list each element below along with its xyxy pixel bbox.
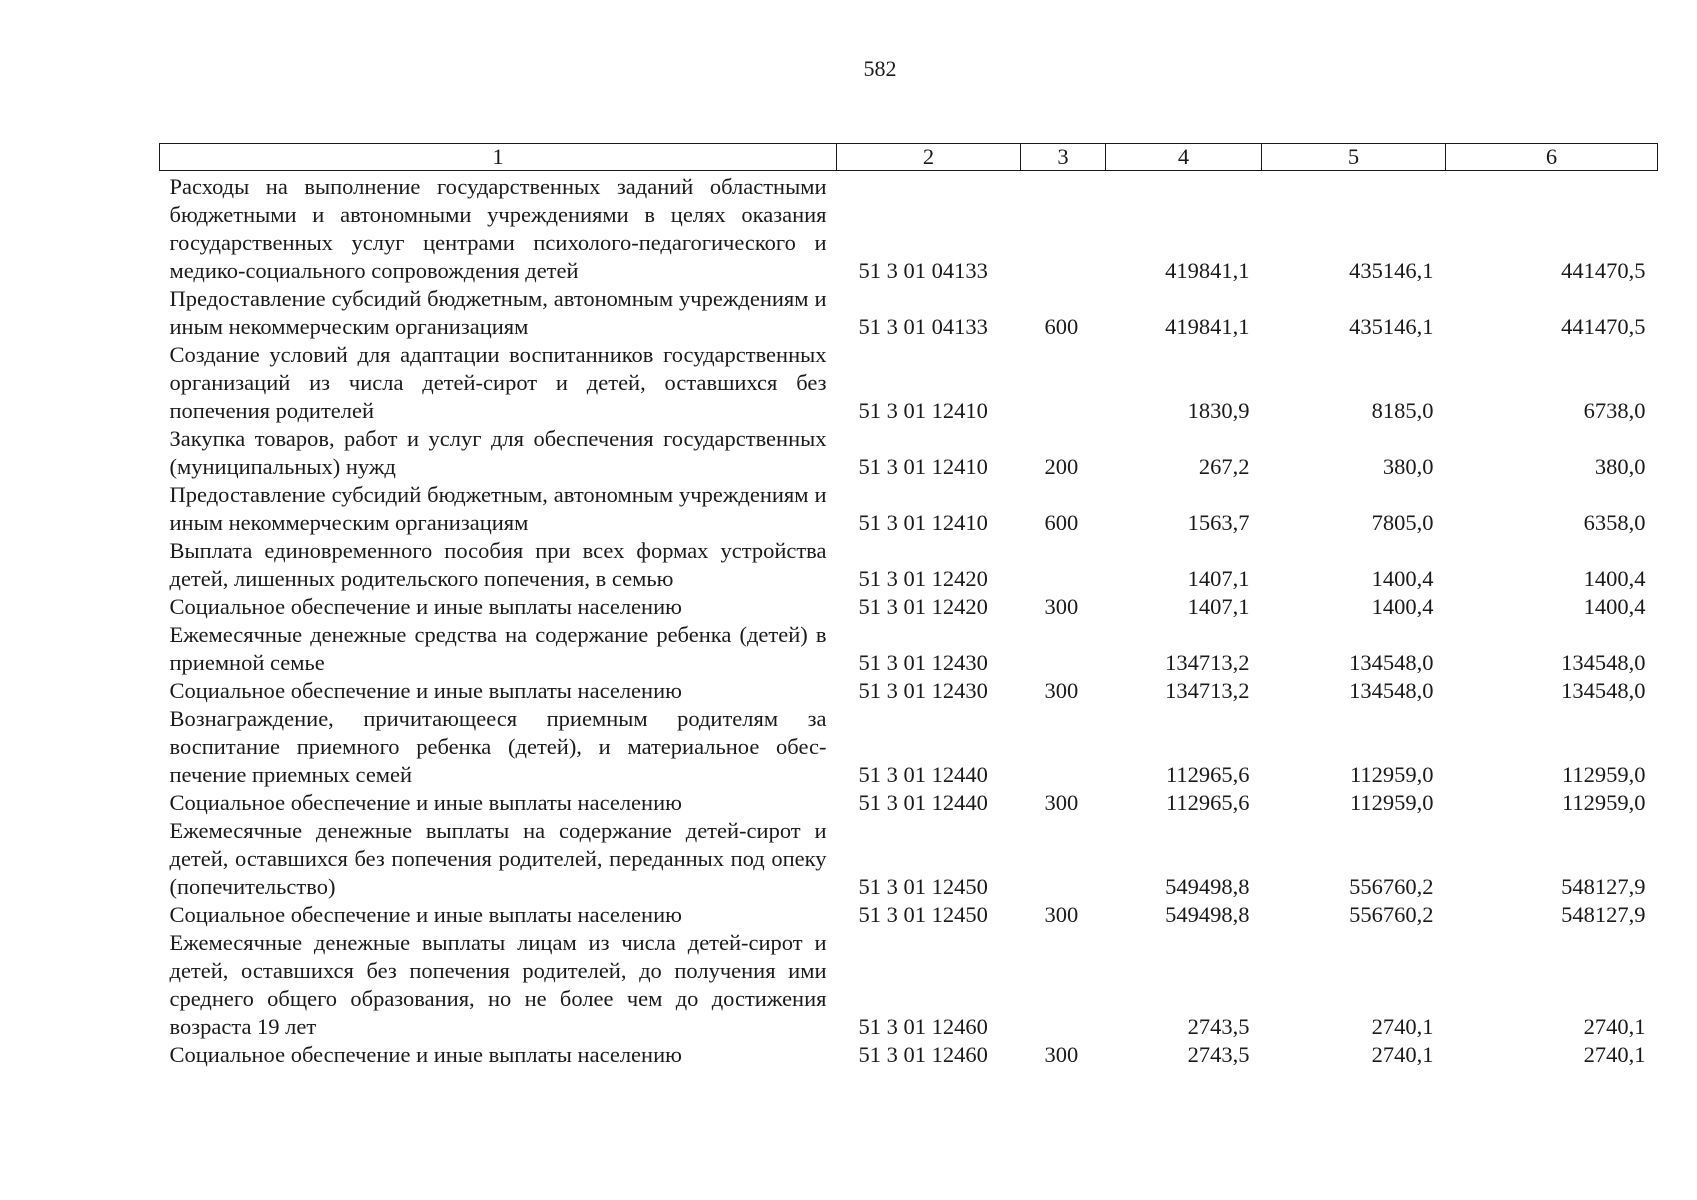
table-row <box>160 705 1658 789</box>
target-article-code: 51 3 01 12430 <box>858 650 988 675</box>
table-row <box>160 481 1658 537</box>
target-article-code: 51 3 01 04133 <box>858 314 988 339</box>
expense-type-code <box>1021 929 1106 1041</box>
amount-col-6: 112959,0 <box>1561 762 1646 787</box>
amount-col-5: 134548,0 <box>1349 650 1434 675</box>
row-description: Предоставление субсидий бюджетным, автономным учреждениям и иным некоммерческим организациям <box>169 286 827 339</box>
target-article-code: 51 3 01 12440 <box>858 790 988 815</box>
amount-col-4: 134713,2 <box>1165 678 1250 703</box>
row-description: Создание условий для адаптации воспитанников государственных организаций из числа детей-сирот и детей, оставшихся без попечения родителей <box>169 342 827 423</box>
table-row <box>160 929 1658 1041</box>
table-row <box>160 621 1658 677</box>
amount-col-5: 380,0 <box>1382 454 1434 479</box>
target-article-code: 51 3 01 04133 <box>858 258 988 283</box>
amount-col-5: 2740,1 <box>1371 1042 1434 1067</box>
amount-col-5: 556760,2 <box>1349 902 1434 927</box>
column-header-6: 6 <box>1446 144 1658 171</box>
table-row <box>160 425 1658 481</box>
target-article-code: 51 3 01 12410 <box>858 398 988 423</box>
target-article-code: 51 3 01 12450 <box>858 902 988 927</box>
amount-col-6: 112959,0 <box>1561 790 1646 815</box>
amount-col-4: 112965,6 <box>1165 790 1250 815</box>
amount-col-4: 1830,9 <box>1187 398 1250 423</box>
expense-type-code <box>1021 537 1106 593</box>
target-article-code: 51 3 01 12420 <box>858 594 988 619</box>
table-row <box>160 285 1658 341</box>
target-article-code: 51 3 01 12410 <box>858 454 988 479</box>
row-description: Социальное обеспечение и иные выплаты населению <box>169 1042 682 1067</box>
row-description: Выплата единовременного пособия при всех формах устройства детей, лишенных родительского попечения, в семью <box>169 538 827 591</box>
amount-col-5: 134548,0 <box>1349 678 1434 703</box>
row-description: Социальное обеспечение и иные выплаты населению <box>169 902 682 927</box>
table-row <box>160 1041 1658 1069</box>
expense-type-code: 600 <box>1044 314 1079 339</box>
amount-col-4: 1563,7 <box>1187 510 1250 535</box>
amount-col-6: 134548,0 <box>1561 678 1646 703</box>
amount-col-4: 1407,1 <box>1187 566 1250 591</box>
target-article-code: 51 3 01 12440 <box>858 762 988 787</box>
table-row <box>160 171 1658 286</box>
amount-col-4: 134713,2 <box>1165 650 1250 675</box>
amount-col-4: 267,2 <box>1198 454 1250 479</box>
table-row <box>160 537 1658 593</box>
amount-col-4: 549498,8 <box>1165 874 1250 899</box>
table-row <box>160 677 1658 705</box>
amount-col-5: 435146,1 <box>1349 258 1434 283</box>
row-description: Социальное обеспечение и иные выплаты населению <box>169 594 682 619</box>
amount-col-5: 112959,0 <box>1349 790 1434 815</box>
table-row <box>160 901 1658 929</box>
amount-col-5: 8185,0 <box>1371 398 1434 423</box>
amount-col-5: 7805,0 <box>1371 510 1434 535</box>
expense-type-code: 300 <box>1044 594 1079 619</box>
row-description: Ежемесячные денежные средства на содержание ребенка (детей) в приемной семье <box>169 622 827 675</box>
row-description: Расходы на выполнение государственных заданий областными бюджетными и автономными учреждениями в целях оказания государственных услуг центрами психолого-педагогического и медико-социального сопровождения детей <box>169 174 827 283</box>
amount-col-4: 2743,5 <box>1187 1042 1250 1067</box>
target-article-code: 51 3 01 12460 <box>858 1042 988 1067</box>
row-description: Социальное обеспечение и иные выплаты населению <box>169 790 682 815</box>
expense-type-code: 200 <box>1044 454 1079 479</box>
row-description: Ежемесячные денежные выплаты лицам из числа детей-сирот и детей, оставшихся без попечения родителей, до получения ими среднего общего образования, но не более чем до достижения возраста 19 лет <box>169 930 827 1039</box>
row-description: Закупка товаров, работ и услуг для обеспечения государственных (муниципальных) нужд <box>169 426 827 479</box>
expense-type-code <box>1021 341 1106 425</box>
amount-col-5: 556760,2 <box>1349 874 1434 899</box>
column-header-3: 3 <box>1021 144 1106 171</box>
column-header-2: 2 <box>837 144 1021 171</box>
amount-col-4: 419841,1 <box>1165 314 1250 339</box>
amount-col-6: 6358,0 <box>1583 510 1646 535</box>
row-description: Ежемесячные денежные выплаты на содержание детей-сирот и детей, оставшихся без попечения родителей, переданных под опеку (попечительство) <box>169 818 827 899</box>
amount-col-4: 1407,1 <box>1187 594 1250 619</box>
amount-col-4: 112965,6 <box>1165 762 1250 787</box>
column-header-1: 1 <box>160 144 837 171</box>
target-article-code: 51 3 01 12460 <box>858 1014 988 1039</box>
amount-col-6: 134548,0 <box>1561 650 1646 675</box>
budget-table <box>159 143 1658 1069</box>
amount-col-4: 419841,1 <box>1165 258 1250 283</box>
expense-type-code: 300 <box>1044 1042 1079 1067</box>
row-description: Вознаграждение, причитающееся приемным родителям за воспитание приемного ребенка (детей), и материальное обеспечение приемных семей <box>169 706 827 787</box>
expense-type-code <box>1021 621 1106 677</box>
table-row <box>160 593 1658 621</box>
row-description: Социальное обеспечение и иные выплаты населению <box>169 678 682 703</box>
table-row <box>160 341 1658 425</box>
expense-type-code: 600 <box>1044 510 1079 535</box>
expense-type-code: 300 <box>1044 678 1079 703</box>
row-description: Предоставление субсидий бюджетным, автономным учреждениям и иным некоммерческим организациям <box>169 482 827 535</box>
target-article-code: 51 3 01 12430 <box>858 678 988 703</box>
page-number: 582 <box>863 56 897 81</box>
amount-col-6: 441470,5 <box>1561 258 1646 283</box>
expense-type-code: 300 <box>1044 790 1079 815</box>
amount-col-6: 548127,9 <box>1561 874 1646 899</box>
amount-col-5: 2740,1 <box>1371 1014 1434 1039</box>
column-header-5: 5 <box>1262 144 1446 171</box>
amount-col-6: 548127,9 <box>1561 902 1646 927</box>
table-row <box>160 789 1658 817</box>
amount-col-6: 1400,4 <box>1583 594 1646 619</box>
target-article-code: 51 3 01 12410 <box>858 510 988 535</box>
table-row <box>160 817 1658 901</box>
expense-type-code: 300 <box>1044 902 1079 927</box>
amount-col-5: 1400,4 <box>1371 566 1434 591</box>
amount-col-6: 2740,1 <box>1583 1014 1646 1039</box>
expense-type-code <box>1021 817 1106 901</box>
amount-col-5: 112959,0 <box>1349 762 1434 787</box>
amount-col-4: 549498,8 <box>1165 902 1250 927</box>
amount-col-6: 1400,4 <box>1583 566 1646 591</box>
table-header-row <box>160 144 1658 171</box>
target-article-code: 51 3 01 12420 <box>858 566 988 591</box>
expense-type-code <box>1021 171 1106 286</box>
amount-col-6: 6738,0 <box>1583 398 1646 423</box>
target-article-code: 51 3 01 12450 <box>858 874 988 899</box>
expense-type-code <box>1021 705 1106 789</box>
amount-col-6: 441470,5 <box>1561 314 1646 339</box>
amount-col-5: 435146,1 <box>1349 314 1434 339</box>
amount-col-6: 2740,1 <box>1583 1042 1646 1067</box>
amount-col-5: 1400,4 <box>1371 594 1434 619</box>
amount-col-4: 2743,5 <box>1187 1014 1250 1039</box>
column-header-4: 4 <box>1106 144 1262 171</box>
amount-col-6: 380,0 <box>1594 454 1646 479</box>
